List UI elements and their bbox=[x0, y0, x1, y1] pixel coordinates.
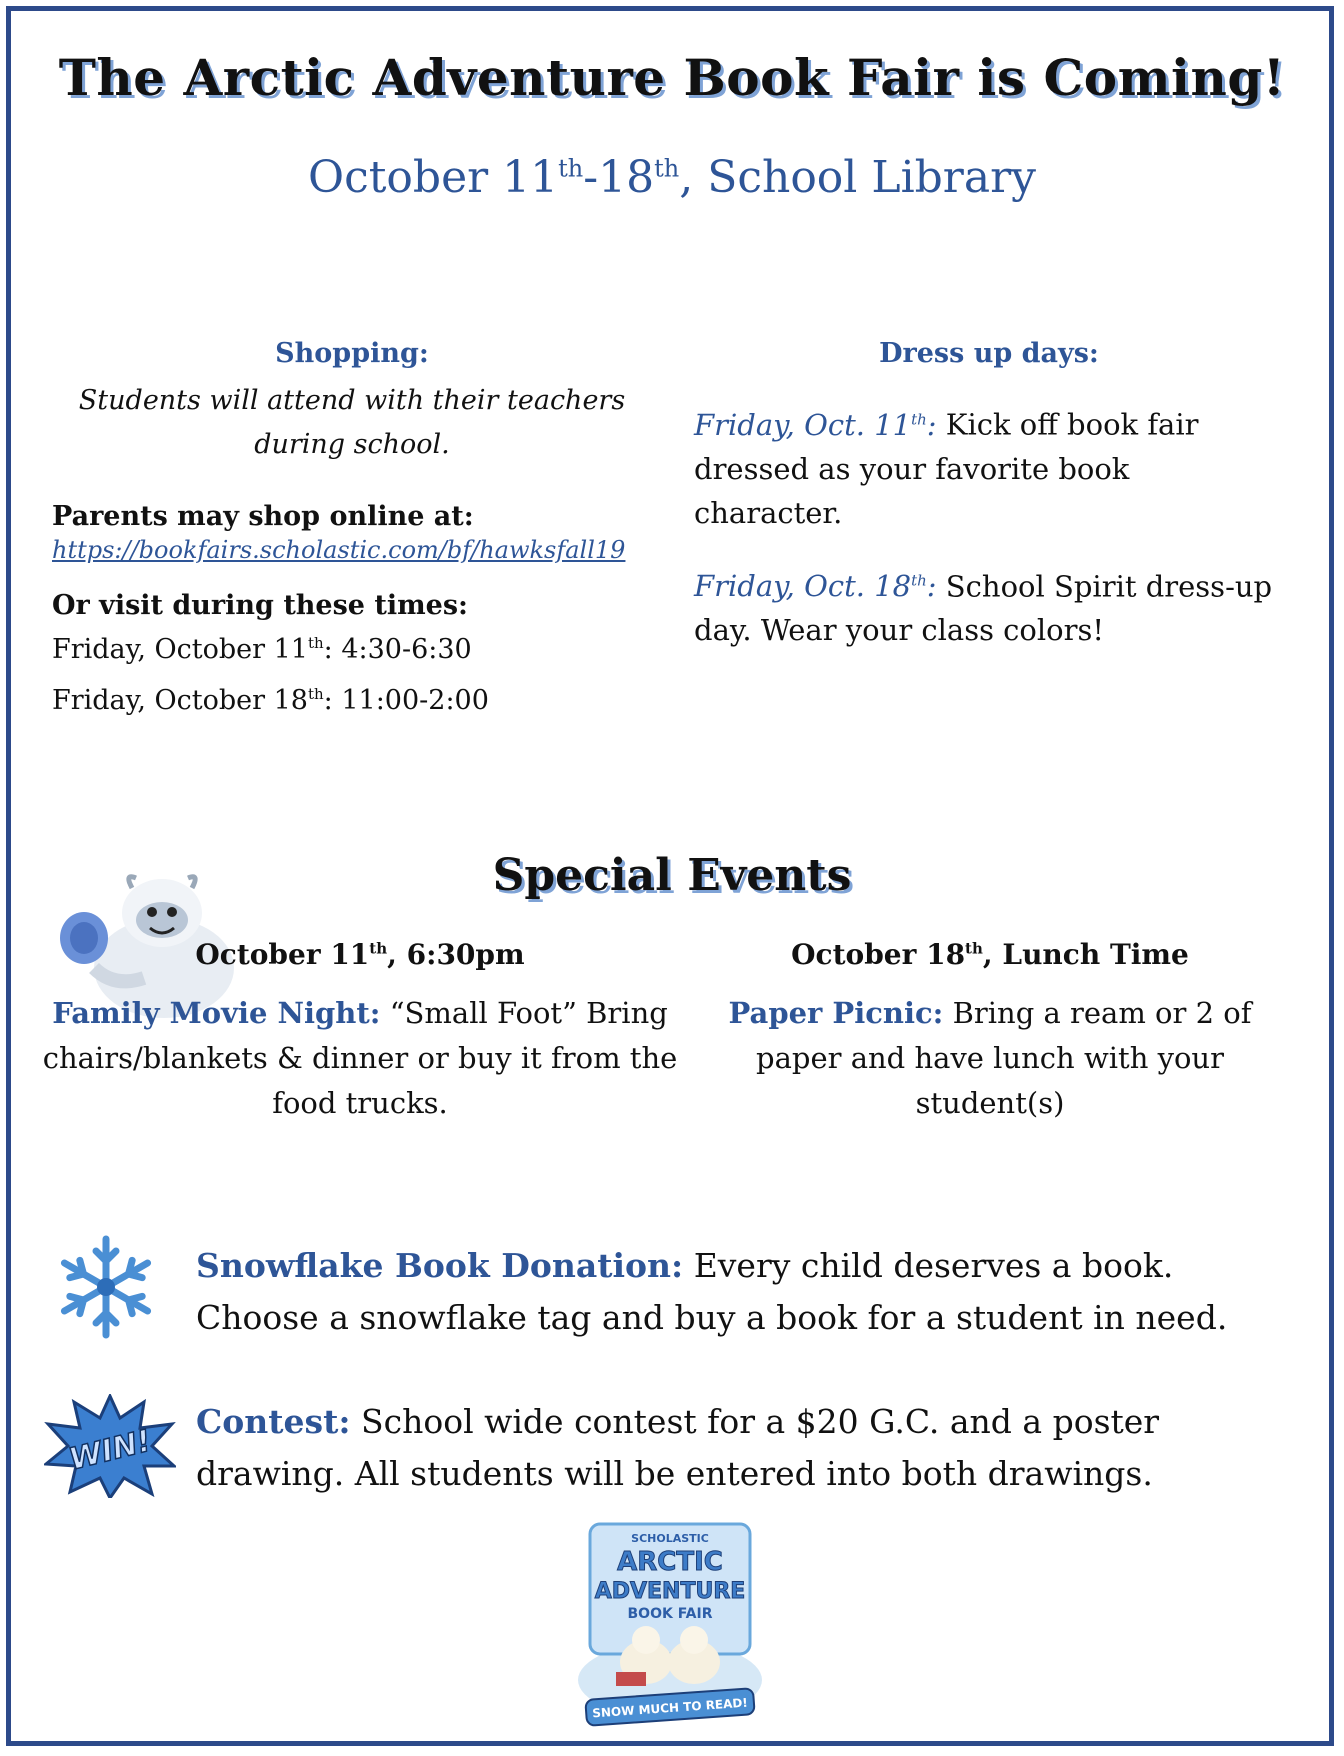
shopping-text: Students will attend with their teachers during school. bbox=[78, 385, 626, 460]
win-badge-text: WIN! bbox=[65, 1423, 155, 1478]
event-date: October 11th, 6:30pm bbox=[195, 938, 525, 971]
shopping-section bbox=[52, 338, 652, 723]
page-title: The Arctic Adventure Book Fair is Coming! bbox=[58, 48, 1286, 107]
event-movie-night bbox=[40, 938, 680, 1126]
snowflake-icon bbox=[46, 1234, 166, 1340]
logo-line-4: BOOK FAIR bbox=[627, 1606, 713, 1622]
dress-up-heading: Dress up days: bbox=[879, 338, 1099, 369]
win-burst-icon bbox=[44, 1394, 176, 1498]
dress-up-section bbox=[694, 338, 1284, 652]
visit-time-2: Friday, October 18th: 11:00-2:00 bbox=[52, 685, 489, 716]
subtitle-mid: -18 bbox=[583, 152, 655, 203]
donation-label: Snowflake Book Donation: bbox=[196, 1246, 684, 1285]
event-label: Family Movie Night: bbox=[52, 996, 381, 1030]
subtitle-sup-1: th bbox=[558, 154, 584, 183]
dress-up-item-text: School Spirit dress-up day. Wear your class colors! bbox=[694, 569, 1273, 648]
dress-up-item-label: Friday, Oct. 11th: bbox=[694, 407, 937, 442]
event-label: Paper Picnic: bbox=[728, 996, 944, 1030]
shopping-heading: Shopping: bbox=[275, 338, 429, 369]
visit-label: Or visit during these times: bbox=[52, 590, 469, 621]
dress-up-item-label: Friday, Oct. 18th: bbox=[694, 569, 937, 604]
event-date: October 18th, Lunch Time bbox=[791, 938, 1189, 971]
online-label: Parents may shop online at: bbox=[52, 501, 474, 532]
dress-up-item bbox=[694, 559, 1284, 653]
online-shop-link[interactable]: https://bookfairs.scholastic.com/bf/hawksfall19 bbox=[52, 536, 626, 564]
event-description: Family Movie Night: “Small Foot” Bring chairs/blankets & dinner or buy it from the food trucks. bbox=[42, 996, 678, 1120]
visit-time-1: Friday, October 11th: 4:30-6:30 bbox=[52, 634, 472, 665]
donation-text: Every child deserves a book. Choose a snowflake tag and buy a book for a student in need. bbox=[196, 1246, 1228, 1337]
subtitle-start: October 11 bbox=[308, 152, 559, 203]
contest-text: School wide contest for a $20 G.C. and a poster drawing. All students will be entered into both drawings. bbox=[196, 1402, 1160, 1493]
event-description: Paper Picnic: Bring a ream or 2 of paper and have lunch with your student(s) bbox=[728, 996, 1252, 1120]
event-paper-picnic bbox=[700, 938, 1280, 1126]
contest-label: Contest: bbox=[196, 1402, 351, 1441]
subtitle-sup-2: th bbox=[654, 154, 680, 183]
logo-tagline: SNOW MUCH TO READ! bbox=[591, 1695, 749, 1721]
contest bbox=[196, 1396, 1306, 1500]
snowflake-donation bbox=[196, 1240, 1306, 1344]
logo-line-3: ADVENTURE bbox=[594, 1579, 746, 1604]
dress-up-item-text: Kick off book fair dressed as your favorite book character. bbox=[694, 407, 1199, 530]
logo-line-2: ARCTIC bbox=[617, 1547, 723, 1577]
special-events-heading: Special Events bbox=[492, 850, 852, 901]
dress-up-item bbox=[694, 397, 1284, 535]
date-location-subtitle bbox=[0, 152, 1344, 203]
book-fair-logo bbox=[566, 1512, 774, 1734]
subtitle-end: , School Library bbox=[679, 152, 1036, 203]
logo-line-1: SCHOLASTIC bbox=[631, 1532, 709, 1545]
